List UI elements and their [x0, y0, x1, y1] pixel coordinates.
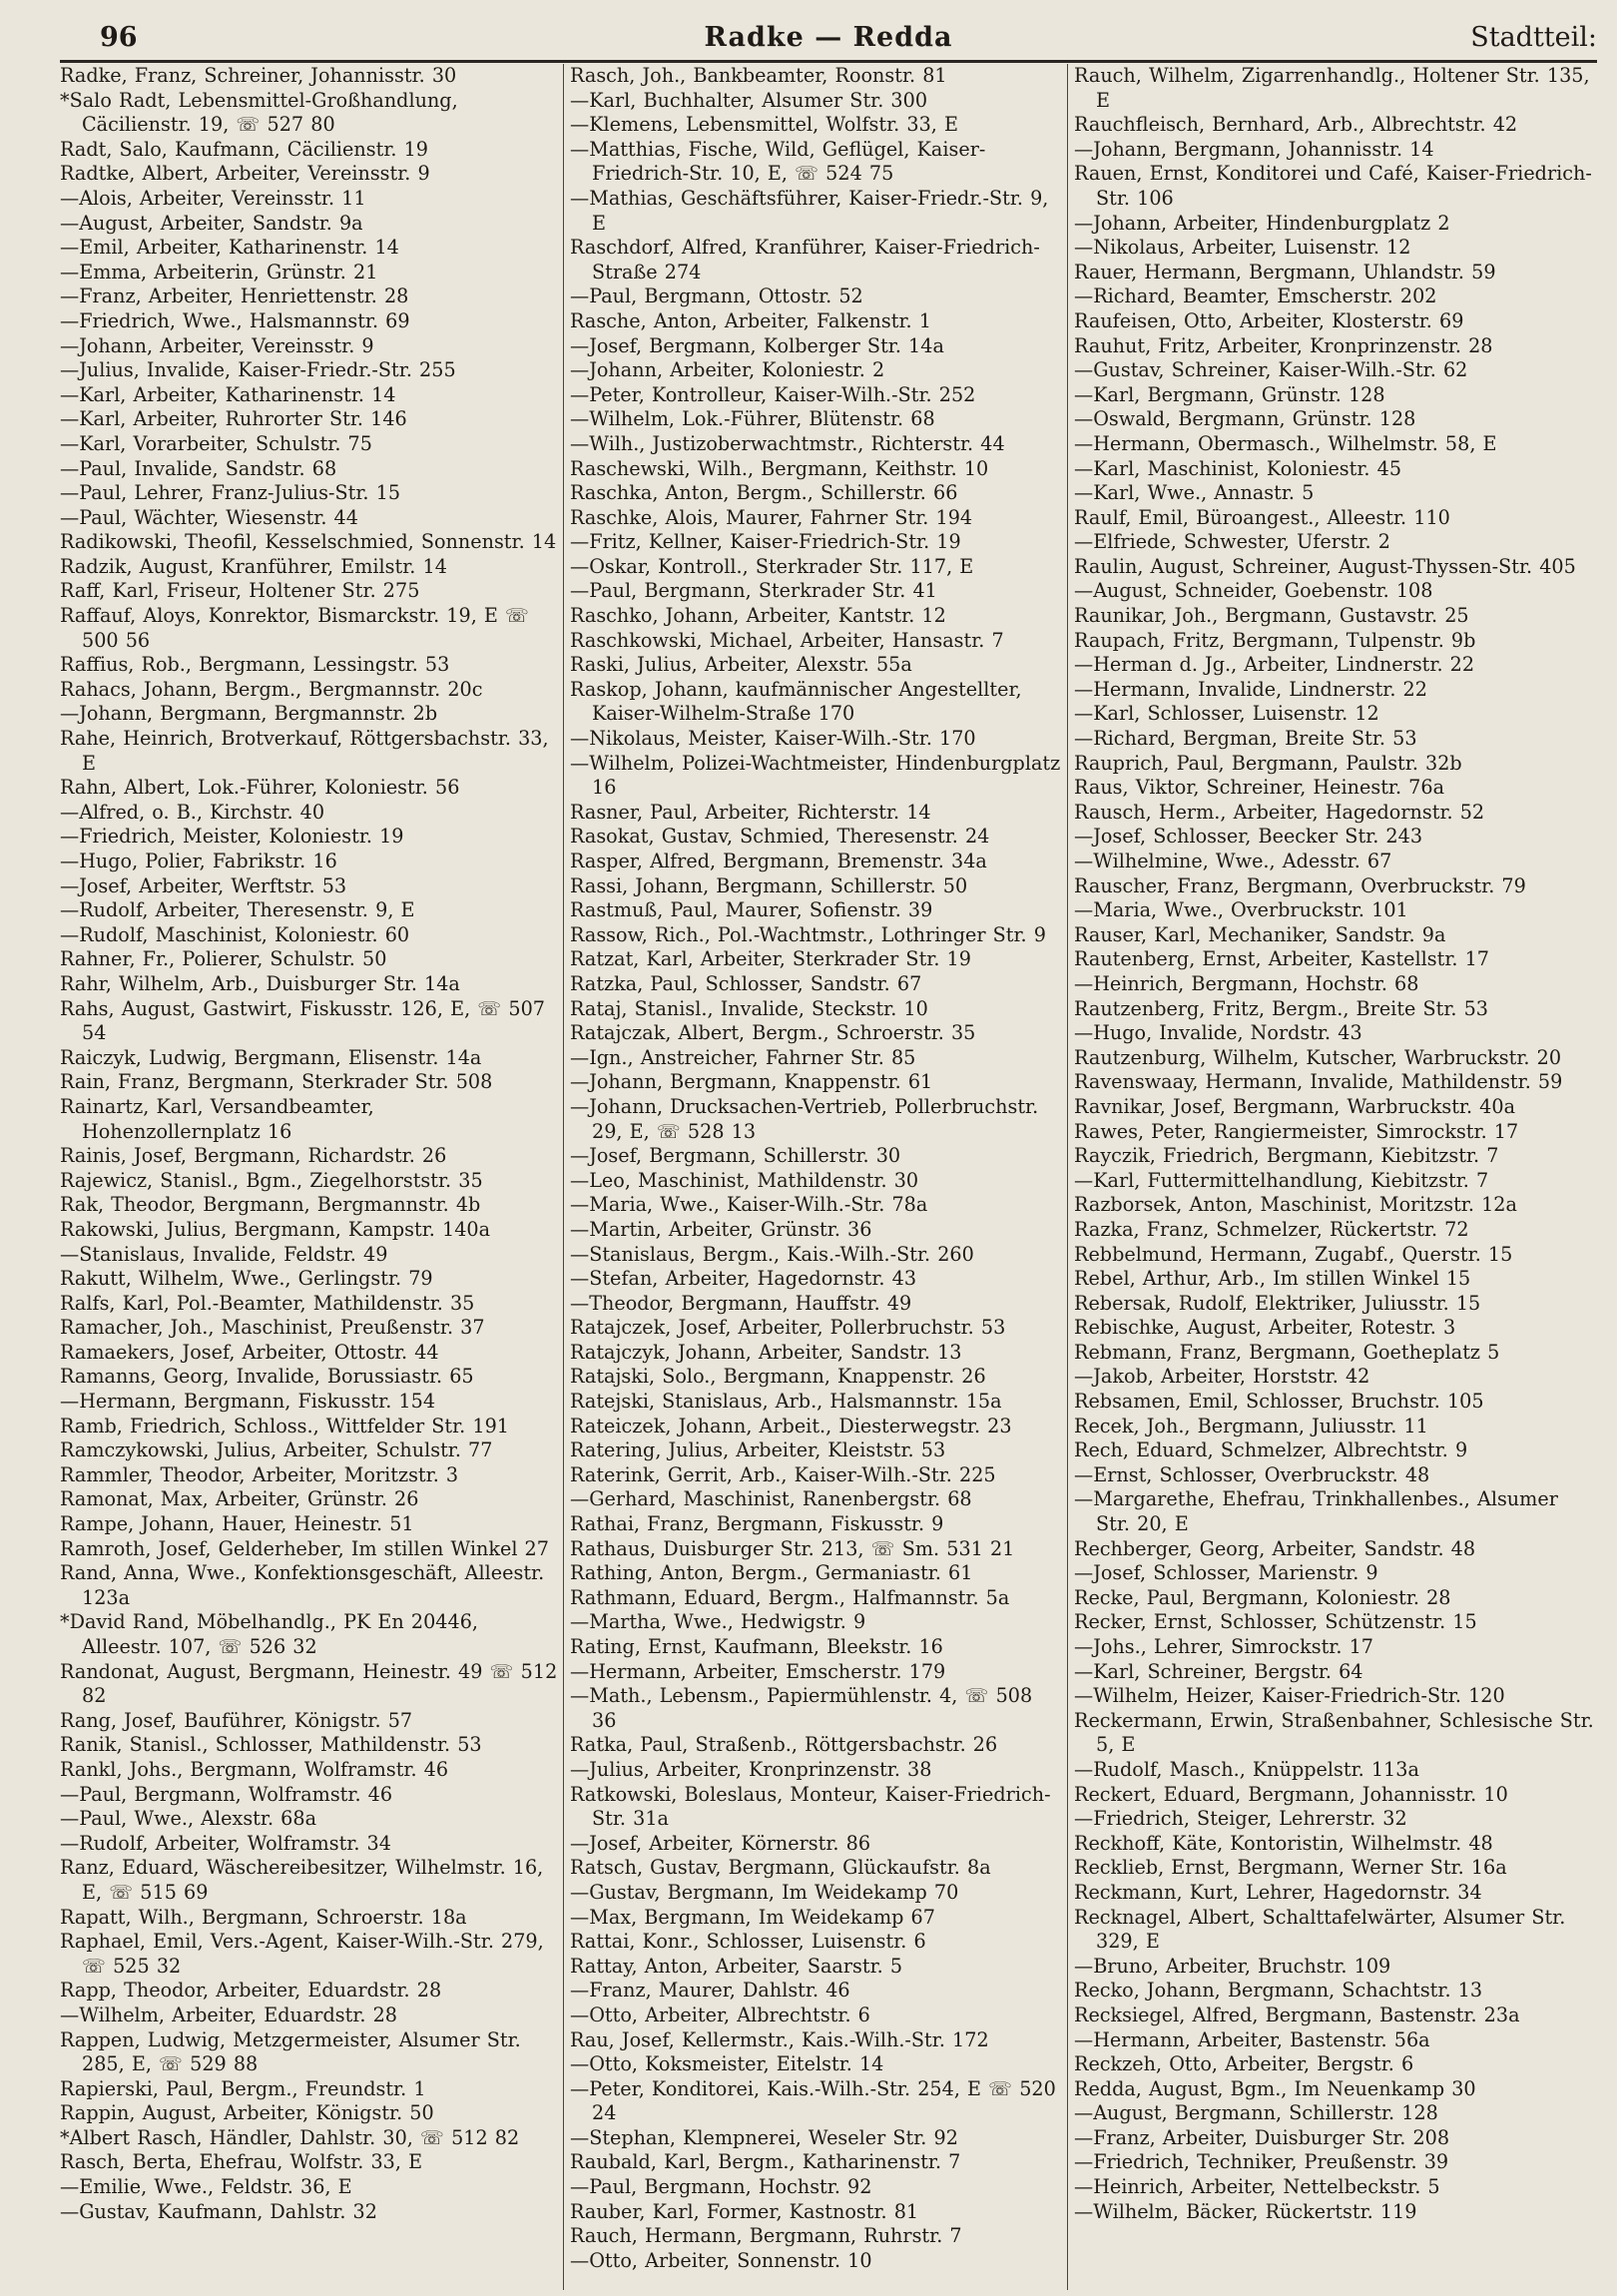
- directory-entry: Raus, Viktor, Schreiner, Heinestr. 76a: [1074, 776, 1445, 800]
- directory-entry: Recker, Ernst, Schlosser, Schützenstr. 15: [1074, 1610, 1477, 1634]
- directory-entry: Rajewicz, Stanisl., Bgm., Ziegelhorststr. 35: [60, 1168, 483, 1192]
- directory-entry: —Hermann, Arbeiter, Emscherstr. 179: [570, 1659, 946, 1683]
- directory-entry: Reckermann, Erwin, Straßenbahner, Schlesische Str. 5, E: [1074, 1708, 1594, 1757]
- directory-entry: —Hermann, Invalide, Lindnerstr. 22: [1074, 677, 1427, 701]
- directory-entry: —Johann, Arbeiter, Hindenburgplatz 2: [1074, 211, 1450, 235]
- directory-entry: —Josef, Arbeiter, Körnerstr. 86: [570, 1831, 871, 1855]
- directory-entry: —Alfred, o. B., Kirchstr. 40: [60, 800, 325, 824]
- directory-entry: *Salo Radt, Lebensmittel-Großhandlung, Cäcilienstr. 19, ☏ 527 80: [60, 88, 458, 137]
- directory-entry: Raffauf, Aloys, Konrektor, Bismarckstr. 19, E ☏ 500 56: [60, 604, 530, 652]
- directory-entry: —Otto, Arbeiter, Sonnenstr. 10: [570, 2248, 872, 2272]
- directory-entry: —Franz, Arbeiter, Duisburger Str. 208: [1074, 2125, 1450, 2149]
- directory-entry: Rakutt, Wilhelm, Wwe., Gerlingstr. 79: [60, 1267, 433, 1291]
- directory-entry: —Peter, Konditorei, Kais.-Wilh.-Str. 254, E ☏ 520 24: [570, 2076, 1056, 2125]
- directory-entry: Rapatt, Wilh., Bergmann, Schroerstr. 18a: [60, 1905, 467, 1929]
- directory-entry: Radikowski, Theofil, Kesselschmied, Sonnenstr. 14: [60, 530, 557, 554]
- directory-entry: Rakowski, Julius, Bergmann, Kampstr. 140a: [60, 1217, 491, 1241]
- directory-entry: Raulin, August, Schreiner, August-Thyssen-Str. 405: [1074, 554, 1576, 578]
- directory-entry: Rapierski, Paul, Bergm., Freundstr. 1: [60, 2076, 426, 2100]
- directory-entry: —Josef, Arbeiter, Werftstr. 53: [60, 873, 347, 897]
- directory-entry: —Oswald, Bergmann, Grünstr. 128: [1074, 407, 1416, 431]
- directory-entry: Rebmann, Franz, Bergmann, Goetheplatz 5: [1074, 1340, 1500, 1364]
- directory-entry: Radke, Franz, Schreiner, Johannisstr. 30: [60, 64, 457, 87]
- directory-entry: Rebel, Arthur, Arb., Im stillen Winkel 15: [1074, 1267, 1471, 1291]
- directory-entry: —Paul, Bergmann, Hochstr. 92: [570, 2175, 872, 2199]
- directory-entry: Ratsch, Gustav, Bergmann, Glückaufstr. 8a: [570, 1856, 991, 1880]
- directory-entry: Raphael, Emil, Vers.-Agent, Kaiser-Wilh.-Str. 279, ☏ 525 32: [60, 1930, 544, 1978]
- directory-entry: Raschkowski, Michael, Arbeiter, Hansastr. 7: [570, 628, 1004, 652]
- directory-entry: Razborsek, Anton, Maschinist, Moritzstr. 12a: [1074, 1193, 1517, 1217]
- directory-entry: *David Rand, Möbelhandlg., PK En 20446, Alleestr. 107, ☏ 526 32: [60, 1610, 479, 1658]
- directory-entry: Raschewski, Wilh., Bergmann, Keithstr. 10: [570, 456, 989, 480]
- directory-entry: Rau, Josef, Kellermstr., Kais.-Wilh.-Str. 172: [570, 2027, 989, 2051]
- directory-entry: —Karl, Arbeiter, Ruhrorter Str. 146: [60, 407, 407, 431]
- directory-entry: Radzik, August, Kranführer, Emilstr. 14: [60, 554, 447, 578]
- directory-entry: —Wilhelm, Arbeiter, Eduardstr. 28: [60, 2003, 397, 2026]
- directory-entry: —Maria, Wwe., Overbruckstr. 101: [1074, 898, 1408, 922]
- column-1: [60, 64, 564, 2290]
- directory-entry: Rausch, Herm., Arbeiter, Hagedornstr. 52: [1074, 800, 1485, 824]
- directory-entry: —Max, Bergmann, Im Weidekamp 67: [570, 1905, 935, 1929]
- directory-entry: —Margarethe, Ehefrau, Trinkhallenbes., Alsumer Str. 20, E: [1074, 1487, 1558, 1536]
- directory-entry: —Friedrich, Meister, Koloniestr. 19: [60, 825, 404, 849]
- directory-entry: —Wilhelm, Polizei-Wachtmeister, Hindenburgplatz 16: [570, 751, 1061, 800]
- directory-entry: —Theodor, Bergmann, Hauffstr. 49: [570, 1291, 912, 1315]
- directory-entry: Rainartz, Karl, Versandbeamter, Hohenzollernplatz 16: [60, 1094, 374, 1143]
- directory-entry: —Josef, Schlosser, Marienstr. 9: [1074, 1561, 1378, 1585]
- directory-entry: —Josef, Schlosser, Beecker Str. 243: [1074, 825, 1423, 849]
- directory-entry: Rasper, Alfred, Bergmann, Bremenstr. 34a: [570, 850, 987, 872]
- directory-entry: —August, Schneider, Goebenstr. 108: [1074, 579, 1433, 603]
- column-2: [564, 64, 1068, 2290]
- directory-entry: —Ernst, Schlosser, Overbruckstr. 48: [1074, 1462, 1430, 1486]
- directory-entry: Rating, Ernst, Kaufmann, Bleekstr. 16: [570, 1635, 943, 1658]
- directory-entry: Raufeisen, Otto, Arbeiter, Klosterstr. 69: [1074, 308, 1464, 332]
- directory-entry: Rauch, Wilhelm, Zigarrenhandlg., Holtener Str. 135, E: [1074, 64, 1590, 112]
- directory-entry: Reckert, Eduard, Bergmann, Johannisstr. 10: [1074, 1782, 1508, 1806]
- directory-entry: Rechberger, Georg, Arbeiter, Sandstr. 48: [1074, 1536, 1476, 1560]
- directory-entry: —Stephan, Klempnerei, Weseler Str. 92: [570, 2125, 958, 2149]
- directory-entry: —Franz, Maurer, Dahlstr. 46: [570, 1979, 850, 2003]
- directory-entry: —Matthias, Fische, Wild, Geflügel, Kaiser-Friedrich-Str. 10, E, ☏ 524 75: [570, 137, 986, 186]
- directory-entry: Razka, Franz, Schmelzer, Rückertstr. 72: [1074, 1217, 1469, 1241]
- directory-entry: Raskop, Johann, kaufmännischer Angestellter, Kaiser-Wilhelm-Straße 170: [570, 677, 1022, 726]
- directory-entry: —Otto, Koksmeister, Eitelstr. 14: [570, 2052, 884, 2076]
- directory-entry: Reckzeh, Otto, Arbeiter, Bergstr. 6: [1074, 2052, 1414, 2076]
- directory-entry: Rassi, Johann, Bergmann, Schillerstr. 50: [570, 873, 968, 897]
- directory-entry: —Peter, Kontrolleur, Kaiser-Wilh.-Str. 252: [570, 382, 976, 406]
- directory-entry: —Josef, Bergmann, Schillerstr. 30: [570, 1144, 901, 1168]
- directory-entry: —Gerhard, Maschinist, Ranenbergstr. 68: [570, 1487, 972, 1511]
- directory-entry: Rankl, Johs., Bergmann, Wolframstr. 46: [60, 1757, 449, 1781]
- directory-entry: —Nikolaus, Meister, Kaiser-Wilh.-Str. 170: [570, 727, 976, 751]
- page-header: [60, 20, 1597, 63]
- directory-entry: Rauch, Hermann, Bergmann, Ruhrstr. 7: [570, 2224, 962, 2248]
- directory-entry: —Paul, Bergmann, Wolframstr. 46: [60, 1782, 393, 1806]
- directory-entry: Rebbelmund, Hermann, Zugabf., Querstr. 15: [1074, 1242, 1513, 1266]
- directory-entry: Rainis, Josef, Bergmann, Richardstr. 26: [60, 1144, 447, 1168]
- directory-entry: Ratajczyk, Johann, Arbeiter, Sandstr. 13: [570, 1340, 962, 1364]
- directory-entry: —Paul, Bergmann, Sterkrader Str. 41: [570, 579, 937, 603]
- directory-entry: —Herman d. Jg., Arbeiter, Lindnerstr. 22: [1074, 653, 1475, 677]
- directory-entry: —Emma, Arbeiterin, Grünstr. 21: [60, 260, 378, 284]
- directory-entry: Raffius, Rob., Bergmann, Lessingstr. 53: [60, 653, 450, 677]
- directory-entry: Redda, August, Bgm., Im Neuenkamp 30: [1074, 2076, 1476, 2100]
- directory-entry: —Paul, Wächter, Wiesenstr. 44: [60, 505, 358, 529]
- directory-entry: —Richard, Beamter, Emscherstr. 202: [1074, 285, 1437, 308]
- directory-entry: Rautzenberg, Fritz, Bergm., Breite Str. 53: [1074, 996, 1489, 1020]
- directory-entry: Rahner, Fr., Polierer, Schulstr. 50: [60, 947, 387, 971]
- directory-entry: Ramonat, Max, Arbeiter, Grünstr. 26: [60, 1487, 419, 1511]
- directory-entry: —Hermann, Bergmann, Fiskusstr. 154: [60, 1390, 436, 1414]
- directory-entry: Ratering, Julius, Arbeiter, Kleiststr. 53: [570, 1438, 946, 1462]
- directory-entry: Rahr, Wilhelm, Arb., Duisburger Str. 14a: [60, 971, 460, 995]
- directory-entry: Ratkowski, Boleslaus, Monteur, Kaiser-Friedrich-Str. 31a: [570, 1782, 1051, 1831]
- directory-entry: —Karl, Vorarbeiter, Schulstr. 75: [60, 431, 372, 455]
- directory-entry: —Elfriede, Schwester, Uferstr. 2: [1074, 530, 1390, 554]
- directory-entry: Rawes, Peter, Rangiermeister, Simrockstr. 17: [1074, 1119, 1519, 1143]
- column-3: [1068, 64, 1602, 2290]
- directory-entry: Rautenberg, Ernst, Arbeiter, Kastellstr. 17: [1074, 947, 1490, 971]
- directory-entry: Recko, Johann, Bergmann, Schachtstr. 13: [1074, 1979, 1483, 2003]
- directory-entry: —Karl, Buchhalter, Alsumer Str. 300: [570, 88, 928, 112]
- directory-entry: Rathmann, Eduard, Bergm., Halfmannstr. 5a: [570, 1585, 1010, 1609]
- directory-entry: —Rudolf, Arbeiter, Wolframstr. 34: [60, 1831, 391, 1855]
- directory-entry: Raulf, Emil, Büroangest., Alleestr. 110: [1074, 505, 1450, 529]
- directory-entry: Ranz, Eduard, Wäschereibesitzer, Wilhelmstr. 16, E, ☏ 515 69: [60, 1856, 544, 1904]
- directory-entry: Ramanns, Georg, Invalide, Borussiastr. 65: [60, 1365, 474, 1389]
- directory-entry: Randonat, August, Bergmann, Heinestr. 49 ☏ 512 82: [60, 1659, 558, 1708]
- directory-entry: Rammler, Theodor, Arbeiter, Moritzstr. 3: [60, 1462, 459, 1486]
- directory-entry: Ravenswaay, Hermann, Invalide, Mathildenstr. 59: [1074, 1070, 1563, 1094]
- directory-entry: —Karl, Wwe., Annastr. 5: [1074, 481, 1315, 505]
- directory-entry: Rasner, Paul, Arbeiter, Richterstr. 14: [570, 800, 931, 824]
- directory-entry: —Maria, Wwe., Kaiser-Wilh.-Str. 78a: [570, 1193, 928, 1217]
- directory-entry: —Rudolf, Masch., Knüppelstr. 113a: [1074, 1757, 1419, 1781]
- directory-entry: —Karl, Maschinist, Koloniestr. 45: [1074, 456, 1402, 480]
- directory-entry: Rand, Anna, Wwe., Konfektionsgeschäft, Alleestr. 123a: [60, 1561, 545, 1609]
- directory-entry: Rauser, Karl, Mechaniker, Sandstr. 9a: [1074, 922, 1446, 946]
- directory-entry: Ratajczak, Albert, Bergm., Schroerstr. 35: [570, 1021, 976, 1045]
- directory-entry: —Franz, Arbeiter, Henriettenstr. 28: [60, 285, 409, 308]
- directory-entry: Rastmuß, Paul, Maurer, Sofienstr. 39: [570, 898, 933, 922]
- directory-entry: Rech, Eduard, Schmelzer, Albrechtstr. 9: [1074, 1438, 1468, 1462]
- district-label: Stadtteil:: [1470, 22, 1597, 53]
- directory-entry: —Hermann, Arbeiter, Bastenstr. 56a: [1074, 2027, 1430, 2051]
- directory-entry: —Johann, Bergmann, Knappenstr. 61: [570, 1070, 933, 1094]
- directory-entry: —Johann, Arbeiter, Koloniestr. 2: [570, 358, 885, 382]
- directory-entry: Reckhoff, Käte, Kontoristin, Wilhelmstr. 48: [1074, 1831, 1493, 1855]
- directory-entry: —Hugo, Polier, Fabrikstr. 16: [60, 850, 337, 872]
- directory-entry: —Otto, Arbeiter, Albrechtstr. 6: [570, 2003, 870, 2026]
- directory-entry: —Stefan, Arbeiter, Hagedornstr. 43: [570, 1267, 917, 1291]
- directory-entry: Raski, Julius, Arbeiter, Alexstr. 55a: [570, 653, 912, 677]
- directory-entry: —Johann, Arbeiter, Vereinsstr. 9: [60, 333, 374, 357]
- directory-entry: Rataj, Stanisl., Invalide, Steckstr. 10: [570, 996, 928, 1020]
- directory-entry: Reckmann, Kurt, Lehrer, Hagedornstr. 34: [1074, 1880, 1482, 1904]
- directory-entry: Rebischke, August, Arbeiter, Rotestr. 3: [1074, 1316, 1456, 1340]
- directory-entry: —August, Arbeiter, Sandstr. 9a: [60, 211, 363, 235]
- directory-entry: Rassow, Rich., Pol.-Wachtmstr., Lothringer Str. 9: [570, 922, 1046, 946]
- directory-entry: —Rudolf, Arbeiter, Theresenstr. 9, E: [60, 898, 415, 922]
- directory-entry: Ramroth, Josef, Gelderheber, Im stillen Winkel 27: [60, 1536, 549, 1560]
- directory-entry: —Wilhelm, Lok.-Führer, Blütenstr. 68: [570, 407, 935, 431]
- directory-entry: —Johs., Lehrer, Simrockstr. 17: [1074, 1635, 1373, 1658]
- directory-entry: Rayczik, Friedrich, Bergmann, Kiebitzstr. 7: [1074, 1144, 1499, 1168]
- page-number: 96: [100, 22, 138, 53]
- directory-entry: Ratejski, Stanislaus, Arb., Halsmannstr. 15a: [570, 1390, 1002, 1414]
- directory-entry: Ratzka, Paul, Schlosser, Sandstr. 67: [570, 971, 922, 995]
- directory-entry: —Nikolaus, Arbeiter, Luisenstr. 12: [1074, 236, 1411, 260]
- directory-entry: Recksiegel, Alfred, Bergmann, Bastenstr. 23a: [1074, 2003, 1520, 2026]
- directory-entry: Rahn, Albert, Lok.-Führer, Koloniestr. 56: [60, 776, 460, 800]
- directory-entry: —Paul, Invalide, Sandstr. 68: [60, 456, 337, 480]
- directory-entry: Rahs, August, Gastwirt, Fiskusstr. 126, E, ☏ 507 54: [60, 996, 545, 1045]
- directory-entry: Rain, Franz, Bergmann, Sterkrader Str. 508: [60, 1070, 493, 1094]
- directory-entry: Rateiczek, Johann, Arbeit., Diesterwegstr. 23: [570, 1414, 1012, 1437]
- directory-entry: Rappen, Ludwig, Metzgermeister, Alsumer Str. 285, E, ☏ 529 88: [60, 2027, 521, 2076]
- directory-entry: Rathai, Franz, Bergmann, Fiskusstr. 9: [570, 1512, 944, 1536]
- directory-entry: —Johann, Drucksachen-Vertrieb, Pollerbruchstr. 29, E, ☏ 528 13: [570, 1094, 1039, 1143]
- directory-entry: Rang, Josef, Bauführer, Königstr. 57: [60, 1708, 413, 1732]
- directory-entry: Ratka, Paul, Straßenb., Röttgersbachstr. 26: [570, 1733, 998, 1757]
- directory-entry: Recklieb, Ernst, Bergmann, Werner Str. 16a: [1074, 1856, 1507, 1880]
- directory-entry: Rauer, Hermann, Bergmann, Uhlandstr. 59: [1074, 260, 1496, 284]
- directory-entry: Ravnikar, Josef, Bergmann, Warbruckstr. 40a: [1074, 1094, 1516, 1118]
- directory-entry: —Friedrich, Wwe., Halsmannstr. 69: [60, 308, 410, 332]
- directory-entry: —Friedrich, Steiger, Lehrerstr. 32: [1074, 1807, 1407, 1831]
- directory-entry: —Martha, Wwe., Hedwigstr. 9: [570, 1610, 866, 1634]
- directory-entry: Rebsamen, Emil, Schlosser, Bruchstr. 105: [1074, 1390, 1484, 1414]
- directory-entry: Raff, Karl, Friseur, Holtener Str. 275: [60, 579, 420, 603]
- directory-entry: Ratajczek, Josef, Arbeiter, Pollerbruchstr. 53: [570, 1316, 1006, 1340]
- directory-entry: Ralfs, Karl, Pol.-Beamter, Mathildenstr. 35: [60, 1291, 475, 1315]
- directory-entry: —Julius, Arbeiter, Kronprinzenstr. 38: [570, 1757, 932, 1781]
- directory-entry: —Johann, Bergmann, Johannisstr. 14: [1074, 137, 1434, 161]
- directory-entry: —Wilhelm, Heizer, Kaiser-Friedrich-Str. 120: [1074, 1684, 1505, 1708]
- directory-entry: —August, Bergmann, Schillerstr. 128: [1074, 2101, 1438, 2125]
- directory-entry: Recknagel, Albert, Schalttafelwärter, Alsumer Str. 329, E: [1074, 1905, 1566, 1954]
- directory-entry: Raterink, Gerrit, Arb., Kaiser-Wilh.-Str. 225: [570, 1462, 996, 1486]
- directory-entry: Ramczykowski, Julius, Arbeiter, Schulstr. 77: [60, 1438, 493, 1462]
- directory-entry: Rattai, Konr., Schlosser, Luisenstr. 6: [570, 1930, 926, 1954]
- directory-entry: —Mathias, Geschäftsführer, Kaiser-Friedr.-Str. 9, E: [570, 186, 1049, 235]
- directory-entry: —Karl, Schreiner, Bergstr. 64: [1074, 1659, 1363, 1683]
- directory-entry: —Friedrich, Techniker, Preußenstr. 39: [1074, 2150, 1449, 2174]
- directory-entry: Rasche, Anton, Arbeiter, Falkenstr. 1: [570, 308, 931, 332]
- directory-entry: —Hermann, Obermasch., Wilhelmstr. 58, E: [1074, 431, 1497, 455]
- directory-entry: Raschdorf, Alfred, Kranführer, Kaiser-Friedrich-Straße 274: [570, 236, 1040, 284]
- directory-entry: —Wilhelmine, Wwe., Adesstr. 67: [1074, 850, 1392, 872]
- directory-entry: Raubald, Karl, Bergm., Katharinenstr. 7: [570, 2150, 961, 2174]
- directory-entry: Rathaus, Duisburger Str. 213, ☏ Sm. 531 21: [570, 1536, 1015, 1560]
- directory-entry: —Oskar, Kontroll., Sterkrader Str. 117, E: [570, 554, 974, 578]
- directory-entry: Rebersak, Rudolf, Elektriker, Juliusstr. 15: [1074, 1291, 1481, 1315]
- directory-entry: Rappin, August, Arbeiter, Königstr. 50: [60, 2101, 434, 2125]
- directory-entry: —Julius, Invalide, Kaiser-Friedr.-Str. 255: [60, 358, 456, 382]
- directory-entry: Rauber, Karl, Former, Kastnostr. 81: [570, 2199, 919, 2223]
- directory-entry: —Wilhelm, Bäcker, Rückertstr. 119: [1074, 2199, 1417, 2223]
- directory-entry: Rauen, Ernst, Konditorei und Café, Kaiser-Friedrich-Str. 106: [1074, 162, 1592, 210]
- directory-entry: Raunikar, Joh., Bergmann, Gustavstr. 25: [1074, 604, 1469, 628]
- directory-entry: Recek, Joh., Bergmann, Juliusstr. 11: [1074, 1414, 1428, 1437]
- directory-entry: —Martin, Arbeiter, Grünstr. 36: [570, 1217, 872, 1241]
- directory-entry: Recke, Paul, Bergmann, Koloniestr. 28: [1074, 1585, 1451, 1609]
- directory-entry: —Paul, Bergmann, Ottostr. 52: [570, 285, 863, 308]
- directory-entry: —Jakob, Arbeiter, Horststr. 42: [1074, 1365, 1370, 1389]
- directory-entry: —Hugo, Invalide, Nordstr. 43: [1074, 1021, 1362, 1045]
- directory-entry: Rauscher, Franz, Bergmann, Overbruckstr. 79: [1074, 873, 1526, 897]
- directory-entry: —Math., Lebensm., Papiermühlenstr. 4, ☏ 508 36: [570, 1684, 1033, 1732]
- directory-entry: —Emilie, Wwe., Feldstr. 36, E: [60, 2175, 352, 2199]
- directory-entry: Rautzenburg, Wilhelm, Kutscher, Warbruckstr. 20: [1074, 1045, 1562, 1069]
- directory-entry: Rasch, Berta, Ehefrau, Wolfstr. 33, E: [60, 2150, 423, 2174]
- directory-entry: Ramb, Friedrich, Schloss., Wittfelder Str. 191: [60, 1414, 509, 1437]
- directory-entry: —Alois, Arbeiter, Vereinsstr. 11: [60, 186, 366, 210]
- directory-entry: Ramacher, Joh., Maschinist, Preußenstr. 37: [60, 1316, 485, 1340]
- directory-entry: —Karl, Schlosser, Luisenstr. 12: [1074, 702, 1379, 726]
- directory-entry: Ratajski, Solo., Bergmann, Knappenstr. 26: [570, 1365, 986, 1389]
- directory-entry: Rasokat, Gustav, Schmied, Theresenstr. 24: [570, 825, 990, 849]
- directory-entry: —Stanislaus, Invalide, Feldstr. 49: [60, 1242, 388, 1266]
- directory-entry: —Klemens, Lebensmittel, Wolfstr. 33, E: [570, 113, 958, 137]
- directory-entry: —Ign., Anstreicher, Fahrner Str. 85: [570, 1045, 916, 1069]
- directory-entry: Rahacs, Johann, Bergm., Bergmannstr. 20c: [60, 677, 483, 701]
- directory-entry: Ramaekers, Josef, Arbeiter, Ottostr. 44: [60, 1340, 439, 1364]
- directory-entry: Rahe, Heinrich, Brotverkauf, Röttgersbachstr. 33, E: [60, 727, 549, 775]
- directory-entry: —Paul, Lehrer, Franz-Julius-Str. 15: [60, 481, 401, 505]
- directory-entry: Raschke, Alois, Maurer, Fahrner Str. 194: [570, 505, 973, 529]
- directory-entry: —Gustav, Bergmann, Im Weidekamp 70: [570, 1880, 959, 1904]
- directory-entry: —Wilh., Justizoberwachtmstr., Richterstr. 44: [570, 431, 1005, 455]
- directory-entry: Rauprich, Paul, Bergmann, Paulstr. 32b: [1074, 751, 1462, 775]
- directory-entry: —Leo, Maschinist, Mathildenstr. 30: [570, 1168, 919, 1192]
- directory-entry: Raschka, Anton, Bergm., Schillerstr. 66: [570, 481, 958, 505]
- directory-entry: —Stanislaus, Bergm., Kais.-Wilh.-Str. 260: [570, 1242, 974, 1266]
- directory-entry: *Albert Rasch, Händler, Dahlstr. 30, ☏ 512 82: [60, 2125, 520, 2149]
- directory-entry: Ratzat, Karl, Arbeiter, Sterkrader Str. 19: [570, 947, 971, 971]
- directory-entry: —Bruno, Arbeiter, Bruchstr. 109: [1074, 1954, 1391, 1978]
- directory-entry: Rak, Theodor, Bergmann, Bergmannstr. 4b: [60, 1193, 481, 1217]
- directory-entry: —Josef, Bergmann, Kolberger Str. 14a: [570, 333, 944, 357]
- directory-entry: —Heinrich, Bergmann, Hochstr. 68: [1074, 971, 1419, 995]
- directory-columns: [60, 64, 1602, 2290]
- directory-entry: Rauhut, Fritz, Arbeiter, Kronprinzenstr. 28: [1074, 333, 1493, 357]
- directory-entry: Radtke, Albert, Arbeiter, Vereinsstr. 9: [60, 162, 430, 186]
- directory-entry: —Karl, Bergmann, Grünstr. 128: [1074, 382, 1385, 406]
- directory-entry: Rathing, Anton, Bergm., Germaniastr. 61: [570, 1561, 973, 1585]
- page-title: Radke — Redda: [704, 22, 953, 53]
- directory-entry: —Gustav, Kaufmann, Dahlstr. 32: [60, 2199, 377, 2223]
- directory-entry: —Karl, Arbeiter, Katharinenstr. 14: [60, 382, 396, 406]
- directory-entry: Ranik, Stanisl., Schlosser, Mathildenstr. 53: [60, 1733, 482, 1757]
- directory-entry: Rapp, Theodor, Arbeiter, Eduardstr. 28: [60, 1979, 442, 2003]
- directory-entry: Rauchfleisch, Bernhard, Arb., Albrechtstr. 42: [1074, 113, 1518, 137]
- directory-entry: —Rudolf, Maschinist, Koloniestr. 60: [60, 922, 410, 946]
- directory-entry: Raschko, Johann, Arbeiter, Kantstr. 12: [570, 604, 946, 628]
- directory-entry: —Fritz, Kellner, Kaiser-Friedrich-Str. 19: [570, 530, 961, 554]
- directory-entry: Radt, Salo, Kaufmann, Cäcilienstr. 19: [60, 137, 428, 161]
- directory-entry: —Emil, Arbeiter, Katharinenstr. 14: [60, 236, 399, 260]
- directory-entry: —Karl, Futtermittelhandlung, Kiebitzstr. 7: [1074, 1168, 1489, 1192]
- directory-entry: —Heinrich, Arbeiter, Nettelbeckstr. 5: [1074, 2175, 1440, 2199]
- directory-entry: Rasch, Joh., Bankbeamter, Roonstr. 81: [570, 64, 947, 87]
- directory-entry: Raiczyk, Ludwig, Bergmann, Elisenstr. 14a: [60, 1045, 482, 1069]
- directory-entry: Rattay, Anton, Arbeiter, Saarstr. 5: [570, 1954, 903, 1978]
- directory-entry: —Gustav, Schreiner, Kaiser-Wilh.-Str. 62: [1074, 358, 1468, 382]
- directory-entry: Raupach, Fritz, Bergmann, Tulpenstr. 9b: [1074, 628, 1476, 652]
- directory-entry: —Richard, Bergman, Breite Str. 53: [1074, 727, 1417, 751]
- directory-entry: —Johann, Bergmann, Bergmannstr. 2b: [60, 702, 438, 726]
- directory-entry: Rampe, Johann, Hauer, Heinestr. 51: [60, 1512, 414, 1536]
- directory-entry: —Paul, Wwe., Alexstr. 68a: [60, 1807, 317, 1831]
